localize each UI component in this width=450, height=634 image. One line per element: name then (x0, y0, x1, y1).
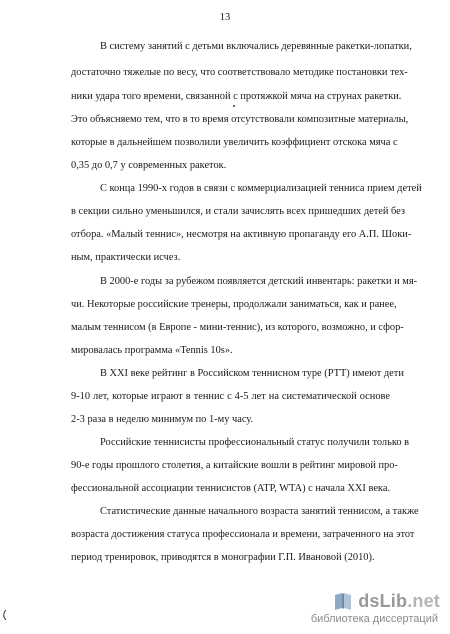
text-line: Статистические данные начального возраста занятий теннисом, а также (100, 506, 419, 517)
text-line: В систему занятий с детьми включались деревянные ракетки-лопатки, (100, 41, 412, 52)
book-icon (332, 590, 354, 612)
text-line: ным, практически исчез. (71, 252, 181, 263)
text-line: период тренировок, приводятся в монографии Г.П. Ивановой (2010). (71, 552, 375, 563)
page-number: 13 (219, 12, 231, 23)
text-line: малым теннисом (в Европе - мини-теннис), из которого, возможно, и сфор- (71, 322, 404, 333)
text-line: В 2000-е годы за рубежом появляется детский инвентарь: ракетки и мя- (100, 276, 418, 287)
text-line: В XXI веке рейтинг в Российском теннисном туре (РТТ) имеют дети (100, 368, 404, 379)
text-line: чи. Некоторые российские тренеры, продолжали заниматься, как и ранее, (71, 299, 397, 310)
text-line: в секции сильно уменьшился, и стали зачислять всех пришедших детей без (71, 206, 406, 217)
watermark-tagline: библиотека диссертаций (310, 613, 438, 625)
text-line: 2-3 раза в неделю минимум по 1-му часу. (71, 414, 254, 425)
text-line: достаточно тяжелые по весу, что соответствовало методике постановки тех- (71, 67, 408, 78)
text-line: мировалась программа «Tennis 10s». (71, 345, 233, 356)
scan-speck (233, 105, 235, 107)
text-line: фессиональной ассоциации теннисистов (ATP, WTA) с начала XXI века. (71, 483, 391, 494)
text-line: отбора. «Малый теннис», несмотря на активную пропаганду его А.П. Шоки- (71, 229, 412, 240)
text-line: возраста достижения статуса профессионала и времени, затраченного на этот (71, 529, 415, 540)
text-line: которые в дальнейшем позволили увеличить коэффициент отскока мяча с (71, 137, 398, 148)
watermark-logo (332, 590, 440, 612)
text-line: С конца 1990-х годов в связи с коммерциализацией тенниса прием детей (100, 183, 422, 194)
text-line: ники удара того времени, связанной с протяжкой мяча на струнах ракетки. (71, 91, 402, 102)
watermark-tld: .net (407, 590, 440, 611)
text-line: Это объясняемо тем, что в то время отсутствовали композитные материалы, (71, 114, 409, 125)
scan-edge-mark (3, 610, 7, 620)
watermark-brand: dsLib.net (358, 590, 440, 611)
text-line: 0,35 до 0,7 у современных ракеток. (71, 160, 227, 171)
watermark[interactable] (290, 590, 440, 628)
text-line: Российские теннисисты профессиональный статус получили только в (100, 437, 410, 448)
text-line: 9-10 лет, которые играют в теннис с 4-5 лет на систематической основе (71, 391, 390, 402)
text-line: 90-е годы прошлого столетия, а китайские вошли в рейтинг мировой про- (71, 460, 398, 471)
